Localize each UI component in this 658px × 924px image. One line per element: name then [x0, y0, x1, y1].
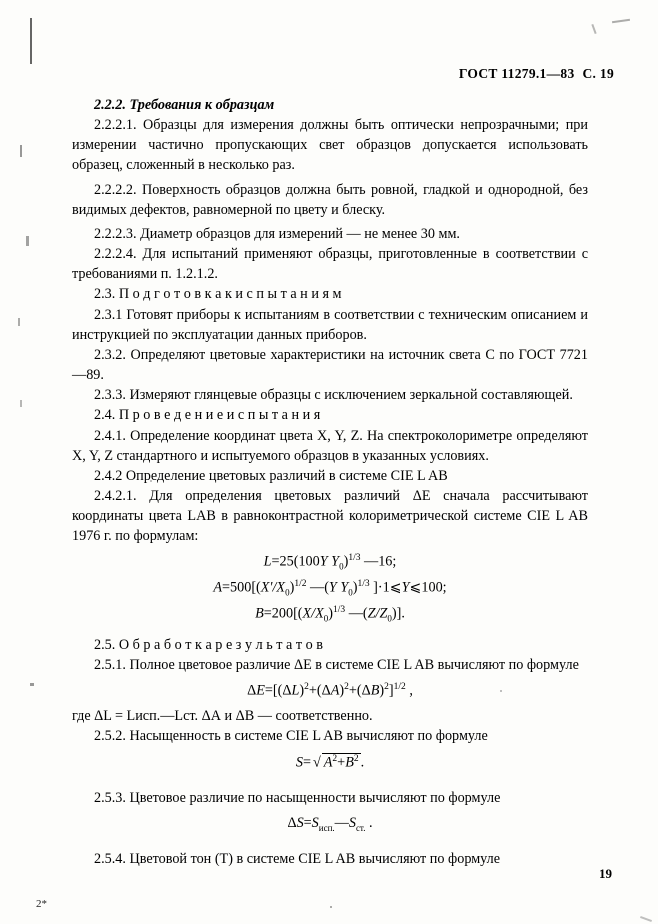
scan-artifact [640, 916, 652, 922]
paragraph-2-5-2: 2.5.2. Насыщенность в системе CIE L AB вычисляют по формуле [94, 728, 488, 745]
scan-artifact [30, 18, 32, 64]
scan-artifact [26, 236, 29, 246]
formula-delta-E: $\Delta E=[(\Delta L)^2+(\Delta A)^2+(\Delta B)^2]^{1/2}$ , [247, 682, 413, 700]
signature-mark: 2* [36, 898, 47, 910]
paragraph-2-3-1: 2.3.1 Готовят приборы к испытаниям в соответствии с техническим описанием и инструкцией по эксплуатации данных приборов. [72, 306, 588, 343]
standard-number: ГОСТ 11279.1—83 [458, 66, 575, 81]
formula-L: L=25(100Y $Y_0)^{1/3}$ —16; [263, 553, 397, 572]
note-delta-definitions: где ΔL = Lисп.—Lст. ΔА и ΔВ — соответственно. [72, 708, 373, 725]
paragraph-2-3-3: 2.3.3. Измеряют глянцевые образцы с исключением зеркальной составляющей. [94, 387, 573, 404]
header-page-label: С. 19 [582, 66, 614, 81]
page-header [459, 66, 614, 82]
section-title: Требования к образцам [129, 97, 275, 113]
paragraph-2-5-1: 2.5.1. Полное цветовое различие ΔЕ в системе CIE L AB вычисляют по формуле [94, 657, 579, 674]
formula-A: $A=500[(X'/X_0)^{1/2}$ —(Y $Y_0)^{1/3}$ ]·1⩽Y⩽100; [213, 579, 447, 598]
paragraph-2-4-2-1: 2.4.2.1. Для определения цветовых различий ΔЕ сначала рассчитывают координаты цвета LAB в равноконтрастной колориметрической системе CIE L AB 1976 г. по формулам: [72, 487, 588, 545]
scan-artifact [20, 400, 22, 407]
scan-artifact [330, 906, 332, 908]
scan-artifact [18, 318, 20, 326]
document-body [72, 95, 588, 869]
heading-2-3: 2.3. П о д г о т о в к а к и с п ы т а н и я м [94, 286, 342, 303]
paragraph-2-2-2-2: 2.2.2.2. Поверхность образцов должна быть ровной, гладкой и однородной, без видимых дефектов, равномерной по цвету и блеску. [72, 181, 588, 218]
page-number: 19 [599, 866, 612, 881]
paragraph-2-4-1: 2.4.1. Определение координат цвета X, Y, Z. На спектроколориметре определяют X, Y, Z стандартного и испытуемого образцов в указанных условиях. [72, 427, 588, 464]
scan-artifact [591, 24, 596, 34]
paragraph-2-3-2: 2.3.2. Определяют цветовые характеристики на источник света С по ГОСТ 7721—89. [72, 346, 588, 384]
paragraph-2-2-2-4: 2.2.2.4. Для испытаний применяют образцы, приготовленные в соответствии с требованиями п. 1.2.1.2. [72, 246, 588, 283]
paragraph-2-5-4: 2.5.4. Цветовой тон (Т) в системе CIE L AB вычисляют по формуле [94, 851, 501, 868]
paragraph-2-2-2-3: 2.2.2.3. Диаметр образцов для измерений — не менее 30 мм. [94, 225, 460, 242]
formula-S: S= √ $A^2+B^2$ . [295, 754, 365, 772]
paragraph-2-4-2: 2.4.2 Определение цветовых различий в системе CIE L AB [94, 467, 448, 484]
heading-2-4: 2.4. П р о в е д е н и е и с п ы т а н и я [94, 407, 321, 424]
scan-artifact [30, 683, 34, 686]
section-heading-2-2-2 [72, 95, 588, 115]
heading-2-5: 2.5. О б р а б о т к а р е з у л ь т а т о в [94, 637, 323, 654]
paragraph-2-5-3: 2.5.3. Цветовое различие по насыщенности вычисляют по формуле [94, 790, 501, 807]
scan-artifact [20, 145, 22, 157]
scan-artifact [612, 19, 630, 23]
section-number: 2.2.2. [94, 97, 126, 113]
formula-delta-S: $\Delta S=S_{исп.}—S_{ст.}$ . [287, 815, 373, 834]
formula-B: $B=200[(X/X_0)^{1/3}$ $—(Z/Z_0)$]. [255, 604, 405, 624]
paragraph-2-2-2-1: 2.2.2.1. Образцы для измерения должны быть оптически непрозрачными; при измерении частично пропускающих свет образцов допускается использовать образец, сложенный в несколько раз. [72, 117, 588, 174]
